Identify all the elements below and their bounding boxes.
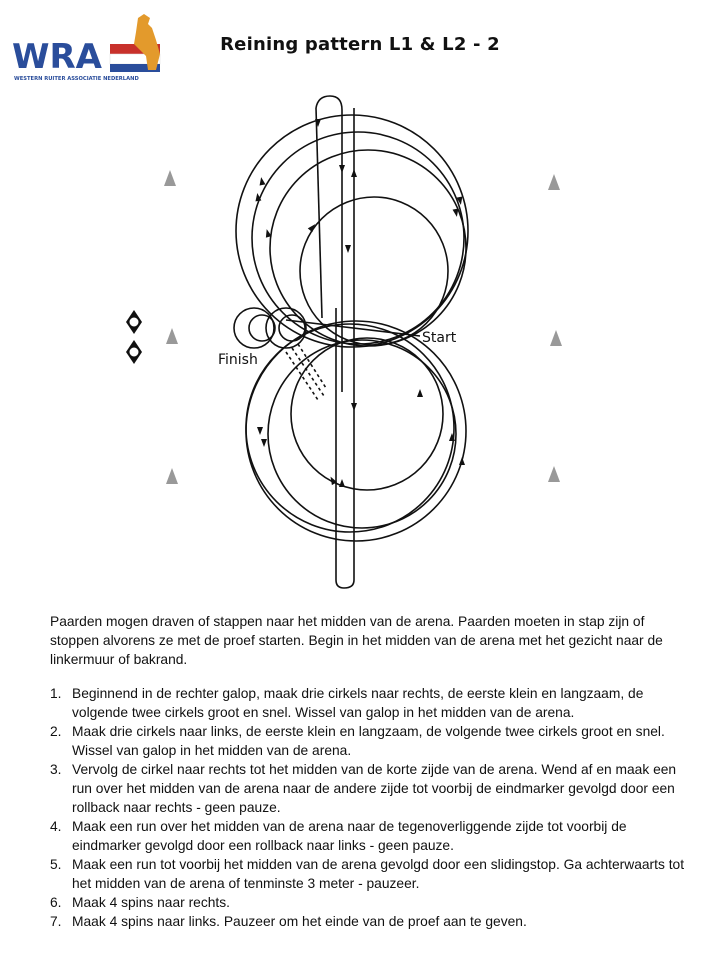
marker-top-right xyxy=(548,174,560,190)
list-item: 2. Maak drie cirkels naar links, de eerste klein en langzaam, de volgende twee cirkels groot en snel. Wissel van galop in het midden van de arena. xyxy=(50,724,665,758)
arena-markers xyxy=(164,170,562,484)
svg-text:WRA: WRA xyxy=(12,37,102,77)
list-item: 5. Maak een run tot voorbij het midden van de arena gevolgd door een slidingstop. Ga achterwaarts tot het midden van de arena of tenminste 3 meter - pauzeer. xyxy=(50,857,685,891)
marker-bottom-left xyxy=(166,468,178,484)
marker-middle-left xyxy=(166,328,178,344)
spin-circle-2 xyxy=(266,308,306,348)
marker-bottom-right xyxy=(548,466,560,482)
list-item: 6. Maak 4 spins naar rechts. xyxy=(50,895,230,910)
finish-label: Finish xyxy=(218,352,258,368)
page-title: Reining pattern L1 & L2 - 2 xyxy=(220,34,500,55)
list-item: 4. Maak een run over het midden van de arena naar de tegenoverliggende zijde tot voorbij de eindmarker gevolgd door een rollback naar links - geen pauze. xyxy=(50,819,627,853)
spin-circle-1 xyxy=(234,308,274,348)
bottom-large-circle-1 xyxy=(246,321,466,541)
marker-middle-right xyxy=(550,330,562,346)
bottom-small-circle xyxy=(291,338,443,490)
instruction-list xyxy=(50,684,690,931)
top-large-circle-2 xyxy=(252,132,464,344)
list-item: 7. Maak 4 spins naar links. Pauzeer om het einde van de proef aan te geven. xyxy=(50,914,527,929)
judge-markers xyxy=(126,310,142,364)
marker-top-left xyxy=(164,170,176,186)
run-line-bottom xyxy=(336,108,354,588)
list-item: 3. Vervolg de cirkel naar rechts tot het midden van de korte zijde van de arena. Wend af en maak een run over het midden van de arena naar de andere zijde tot voorbij de eindmarker gevolgd door een rollback naar rechts - geen pauze. xyxy=(50,762,677,815)
list-item: 1. Beginnend in de rechter galop, maak drie cirkels naar rechts, de eerste klein en langzaam, de volgende twee cirkels groot en snel. Wissel van galop in het midden van de arena. xyxy=(50,686,644,720)
svg-text:WESTERN RUITER ASSOCIATIE NEDE: WESTERN RUITER ASSOCIATIE NEDERLAND xyxy=(14,76,139,82)
start-label: Start xyxy=(422,330,457,346)
intro-paragraph: Paarden mogen draven of stappen naar het midden van de arena. Paarden moeten in stap zijn of stoppen alvorens ze met de proef starten. Begin in het midden van de arena met het gezicht naar de linkermuur of bakrand. xyxy=(50,614,663,667)
reining-pattern-diagram xyxy=(0,88,720,600)
